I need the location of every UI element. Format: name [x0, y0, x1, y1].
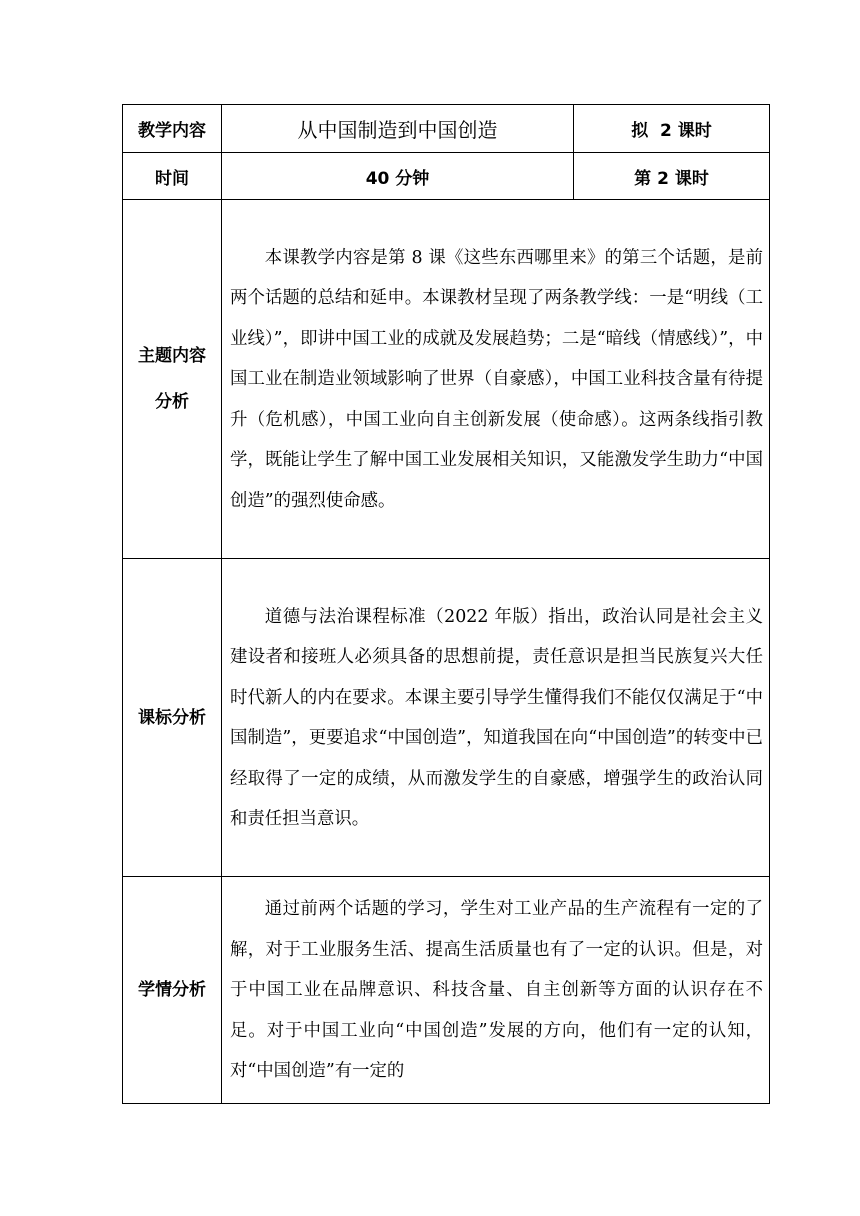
curriculum-standard-label: 课标分析 — [123, 559, 222, 877]
time-label: 时间 — [123, 153, 222, 200]
topic-analysis-text: 本课教学内容是第 8 课《这些东西哪里来》的第三个话题，是前两个话题的总结和延申。本课教材呈现了两条教学线：一是“明线（工业线）”，即讲中国工业的成就及发展趋势；二是“暗线（情感线）”，中国工业在制造业领域影响了世界（自豪感），中国工业科技含量有待提升（危机感），中国工业向自主创新发展（使命感）。这两条线指引教学，既能让学生了解中国工业发展相关知识，又能激发学生助力“中国创造”的强烈使命感。 — [230, 247, 763, 511]
student-analysis-text: 通过前两个话题的学习，学生对工业产品的生产流程有一定的了解，对于工业服务生活、提高生活质量也有了一定的认识。但是，对于中国工业在品牌意识、科技含量、自主创新等方面的认识存在不足。对于中国工业向“中国创造”发展的方向，他们有一定的认知，对“中国创造”有一定的 — [230, 899, 763, 1082]
planned-periods: 拟 2 课时 — [574, 105, 770, 153]
student-analysis-cell — [222, 877, 770, 1104]
student-analysis-label: 学情分析 — [123, 877, 222, 1104]
topic-analysis-cell — [222, 200, 770, 559]
header-row-time — [123, 153, 770, 200]
lesson-plan-table — [122, 104, 770, 1104]
lesson-duration: 40 分钟 — [222, 153, 574, 200]
lesson-number: 第 2 课时 — [574, 153, 770, 200]
section-row-student-analysis — [123, 877, 770, 1104]
curriculum-standard-text: 道德与法治课程标准（2022 年版）指出，政治认同是社会主义建设者和接班人必须具备的思想前提，责任意识是担当民族复兴大任时代新人的内在要求。本课主要引导学生懂得我们不能仅仅满足于“中国制造”，更要追求“中国创造”，知道我国在向“中国创造”的转变中已经取得了一定的成绩，从而激发学生的自豪感，增强学生的政治认同和责任担当意识。 — [230, 606, 763, 829]
topic-analysis-label-line2: 分析 — [155, 392, 189, 412]
section-row-topic-analysis — [123, 200, 770, 559]
topic-analysis-label — [123, 200, 222, 559]
curriculum-standard-cell — [222, 559, 770, 877]
lesson-title: 从中国制造到中国创造 — [222, 105, 574, 153]
topic-analysis-label-line1: 主题内容 — [138, 346, 206, 366]
header-row-content — [123, 105, 770, 153]
section-row-curriculum-standard — [123, 559, 770, 877]
teaching-content-label: 教学内容 — [123, 105, 222, 153]
